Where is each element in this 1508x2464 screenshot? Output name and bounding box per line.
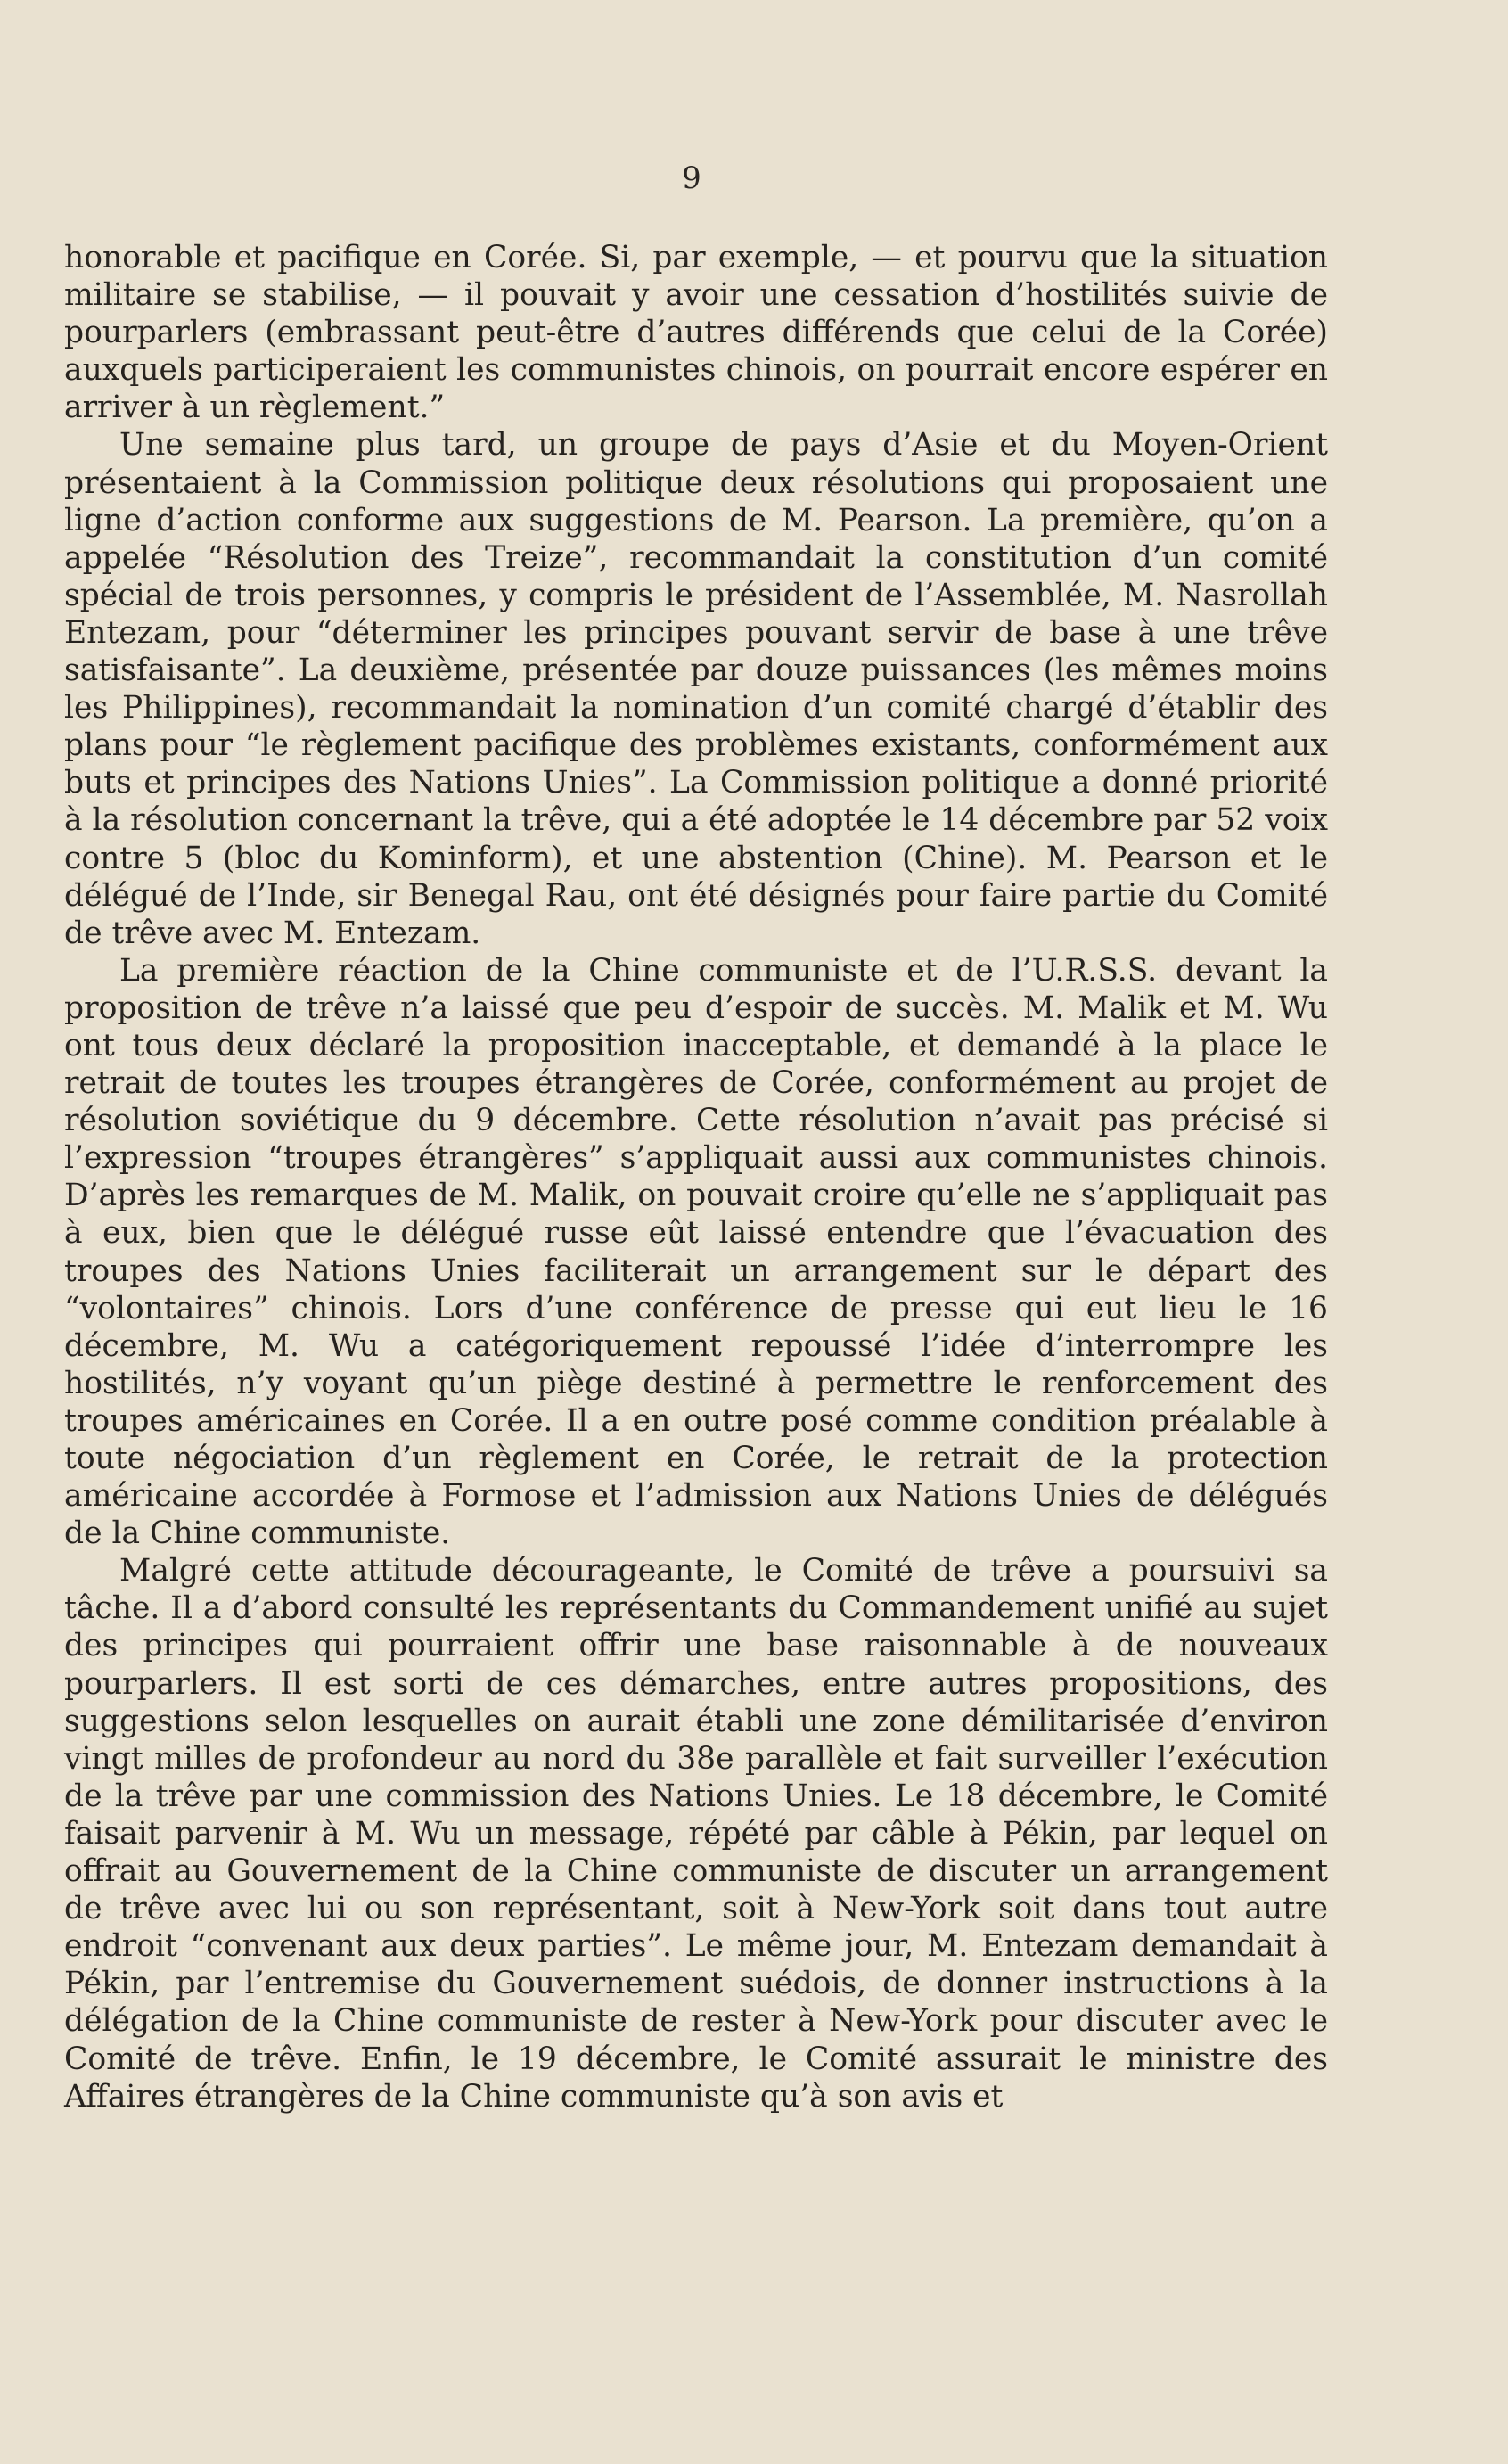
paragraph-3: La première réaction de la Chine communiste et de l’U.R.S.S. devant la proposition de trêve n’a laissé que peu d’espoir de succès. M. Malik et M. Wu ont tous deux déclaré la proposition inacceptable, et demandé à la place le retrait de toutes les troupes étrangères de Corée, conformément au projet de résolution soviétique du 9 décembre. Cette résolution n’avait pas précisé si l’expression “troupes étrangères” s’appliquait aussi aux communistes chinois. D’après les remarques de M. Malik, on pouvait croire qu’elle ne s’appliquait pas à eux, bien que le délégué russe eût laissé entendre que l’évacuation des troupes des Nations Unies faciliterait un arrangement sur le départ des “volontaires” chinois. Lors d’une conférence de presse qui eut lieu le 16 décembre, M. Wu a catégoriquement repoussé l’idée d’interrompre les hostilités, n’y voyant qu’un piège destiné à permettre le renforcement des troupes américaines en Corée. Il a en outre posé comme condition préalable à toute négociation d’un règlement en Corée, le retrait de la protection américaine accordée à Formose et l’admission aux Nations Unies de délégués de la Chine communiste. [64,952,1328,1552]
paragraph-2: Une semaine plus tard, un groupe de pays d’Asie et du Moyen-Orient présentaient à la Commission politique deux résolutions qui proposaient une ligne d’action conforme aux suggestions de M. Pearson. La première, qu’on a appelée “Résolution des Treize”, recommandait la constitution d’un comité spécial de trois personnes, y compris le président de l’Assemblée, M. Nasrollah Entezam, pour “déterminer les principes pouvant servir de base à une trêve satisfaisante”. La deuxième, présentée par douze puissances (les mêmes moins les Philippines), recommandait la nomination d’un comité chargé d’établir des plans pour “le règlement pacifique des problèmes existants, conformément aux buts et principes des Nations Unies”. La Commission politique a donné priorité à la résolution concernant la trêve, qui a été adoptée le 14 décembre par 52 voix contre 5 (bloc du Kominform), et une abstention (Chine). M. Pearson et le délégué de l’Inde, sir Benegal Rau, ont été désignés pour faire partie du Comité de trêve avec M. Entezam. [64,427,1328,951]
page-number: 9 [682,160,701,196]
paragraph-4: Malgré cette attitude décourageante, le Comité de trêve a poursuivi sa tâche. Il a d’abord consulté les représentants du Commandement unifié au sujet des principes qui pourraient offrir une base raisonnable à de nouveaux pourparlers. Il est sorti de ces démarches, entre autres propositions, des suggestions selon lesquelles on aurait établi une zone démilitarisée d’environ vingt milles de profondeur au nord du 38e parallèle et fait surveiller l’exécution de la trêve par une commission des Nations Unies. Le 18 décembre, le Comité faisait parvenir à M. Wu un message, répété par câble à Pékin, par lequel on offrait au Gouvernement de la Chine communiste de discuter un arrangement de trêve avec lui ou son représentant, soit à New-York soit dans tout autre endroit “convenant aux deux parties”. Le même jour, M. Entezam demandait à Pékin, par l’entremise du Gouvernement suédois, de donner instructions à la délégation de la Chine communiste de rester à New-York pour discuter avec le Comité de trêve. Enfin, le 19 décembre, le Comité assurait le ministre des Affaires étrangères de la Chine communiste qu’à son avis et [64,1553,1328,2115]
body-text [64,239,1328,2115]
paragraph-1: honorable et pacifique en Corée. Si, par exemple, — et pourvu que la situation militaire se stabilise, — il pouvait y avoir une cessation d’hostilités suivie de pourparlers (embrassant peut-être d’autres différends que celui de la Corée) auxquels participeraient les communistes chinois, on pourrait encore espérer en arriver à un règlement.” [64,240,1328,426]
